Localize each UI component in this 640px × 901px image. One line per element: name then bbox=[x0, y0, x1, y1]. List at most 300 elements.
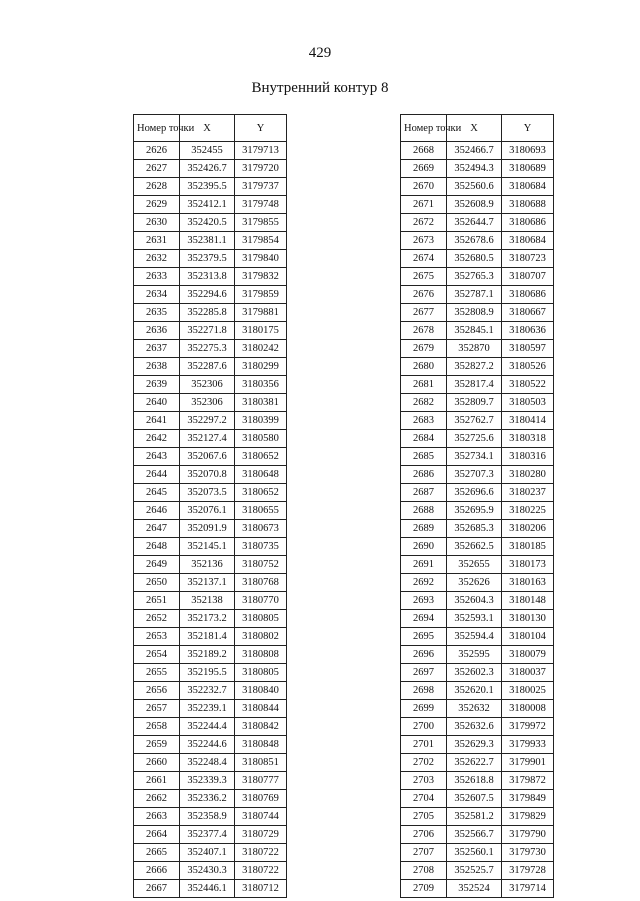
table-row bbox=[401, 340, 554, 358]
y-coordinate-cell: 3179840 bbox=[235, 250, 287, 268]
y-coordinate-cell: 3180580 bbox=[235, 430, 287, 448]
point-number-cell: 2630 bbox=[134, 214, 180, 232]
y-coordinate-cell: 3180175 bbox=[235, 322, 287, 340]
table-row bbox=[134, 844, 287, 862]
point-number-cell: 2667 bbox=[134, 880, 180, 898]
x-coordinate-cell: 352655 bbox=[447, 556, 502, 574]
point-number-cell: 2655 bbox=[134, 664, 180, 682]
point-number-cell: 2664 bbox=[134, 826, 180, 844]
y-coordinate-cell: 3180318 bbox=[502, 430, 554, 448]
y-coordinate-cell: 3180299 bbox=[235, 358, 287, 376]
y-coordinate-cell: 3180707 bbox=[502, 268, 554, 286]
x-coordinate-cell: 352358.9 bbox=[180, 808, 235, 826]
y-coordinate-cell: 3180597 bbox=[502, 340, 554, 358]
y-coordinate-cell: 3179972 bbox=[502, 718, 554, 736]
x-coordinate-cell: 352566.7 bbox=[447, 826, 502, 844]
table-row bbox=[134, 556, 287, 574]
x-coordinate-cell: 352377.4 bbox=[180, 826, 235, 844]
table-row bbox=[401, 718, 554, 736]
y-coordinate-cell: 3180848 bbox=[235, 736, 287, 754]
y-coordinate-cell: 3180503 bbox=[502, 394, 554, 412]
x-coordinate-cell: 352285.8 bbox=[180, 304, 235, 322]
point-number-cell: 2661 bbox=[134, 772, 180, 790]
point-number-cell: 2634 bbox=[134, 286, 180, 304]
y-coordinate-cell: 3180744 bbox=[235, 808, 287, 826]
point-number-cell: 2672 bbox=[401, 214, 447, 232]
point-number-cell: 2673 bbox=[401, 232, 447, 250]
table-header-row bbox=[134, 115, 287, 142]
point-number-cell: 2670 bbox=[401, 178, 447, 196]
table-row bbox=[134, 214, 287, 232]
table-row bbox=[401, 610, 554, 628]
x-coordinate-cell: 352339.3 bbox=[180, 772, 235, 790]
table-row bbox=[134, 700, 287, 718]
y-coordinate-cell: 3180655 bbox=[235, 502, 287, 520]
point-number-cell: 2676 bbox=[401, 286, 447, 304]
point-number-cell: 2652 bbox=[134, 610, 180, 628]
y-coordinate-cell: 3180316 bbox=[502, 448, 554, 466]
table-body-left bbox=[134, 142, 287, 898]
table-row bbox=[401, 556, 554, 574]
table-row bbox=[401, 304, 554, 322]
point-number-cell: 2693 bbox=[401, 592, 447, 610]
point-number-cell: 2702 bbox=[401, 754, 447, 772]
point-number-cell: 2696 bbox=[401, 646, 447, 664]
point-number-cell: 2662 bbox=[134, 790, 180, 808]
y-coordinate-cell: 3180735 bbox=[235, 538, 287, 556]
point-number-cell: 2647 bbox=[134, 520, 180, 538]
table-row bbox=[401, 754, 554, 772]
point-number-cell: 2649 bbox=[134, 556, 180, 574]
point-number-cell: 2684 bbox=[401, 430, 447, 448]
x-coordinate-cell: 352287.6 bbox=[180, 358, 235, 376]
y-coordinate-cell: 3179859 bbox=[235, 286, 287, 304]
point-number-cell: 2648 bbox=[134, 538, 180, 556]
y-coordinate-cell: 3180130 bbox=[502, 610, 554, 628]
point-number-cell: 2660 bbox=[134, 754, 180, 772]
x-coordinate-cell: 352622.7 bbox=[447, 754, 502, 772]
table-row bbox=[134, 232, 287, 250]
x-coordinate-cell: 352297.2 bbox=[180, 412, 235, 430]
x-coordinate-cell: 352395.5 bbox=[180, 178, 235, 196]
point-number-cell: 2663 bbox=[134, 808, 180, 826]
table-row bbox=[401, 628, 554, 646]
column-header-point-number: Номер точки bbox=[134, 115, 180, 142]
point-number-cell: 2705 bbox=[401, 808, 447, 826]
x-coordinate-cell: 352524 bbox=[447, 880, 502, 898]
point-number-cell: 2632 bbox=[134, 250, 180, 268]
table-row bbox=[134, 394, 287, 412]
x-coordinate-cell: 352626 bbox=[447, 574, 502, 592]
table-row bbox=[401, 502, 554, 520]
point-number-cell: 2671 bbox=[401, 196, 447, 214]
x-coordinate-cell: 352696.6 bbox=[447, 484, 502, 502]
y-coordinate-cell: 3180648 bbox=[235, 466, 287, 484]
table-row bbox=[134, 340, 287, 358]
table-row bbox=[401, 430, 554, 448]
x-coordinate-cell: 352412.1 bbox=[180, 196, 235, 214]
x-coordinate-cell: 352189.2 bbox=[180, 646, 235, 664]
y-coordinate-cell: 3179901 bbox=[502, 754, 554, 772]
x-coordinate-cell: 352662.5 bbox=[447, 538, 502, 556]
coordinates-table-right bbox=[400, 114, 554, 898]
table-row bbox=[134, 448, 287, 466]
y-coordinate-cell: 3180652 bbox=[235, 484, 287, 502]
x-coordinate-cell: 352725.6 bbox=[447, 430, 502, 448]
x-coordinate-cell: 352762.7 bbox=[447, 412, 502, 430]
point-number-cell: 2627 bbox=[134, 160, 180, 178]
column-header-y: Y bbox=[235, 115, 287, 142]
y-coordinate-cell: 3179872 bbox=[502, 772, 554, 790]
y-coordinate-cell: 3180722 bbox=[235, 862, 287, 880]
y-coordinate-cell: 3180769 bbox=[235, 790, 287, 808]
table-row bbox=[134, 196, 287, 214]
table-row bbox=[134, 538, 287, 556]
x-coordinate-cell: 352618.8 bbox=[447, 772, 502, 790]
y-coordinate-cell: 3179720 bbox=[235, 160, 287, 178]
x-coordinate-cell: 352306 bbox=[180, 376, 235, 394]
y-coordinate-cell: 3180723 bbox=[502, 250, 554, 268]
y-coordinate-cell: 3180808 bbox=[235, 646, 287, 664]
point-number-cell: 2645 bbox=[134, 484, 180, 502]
point-number-cell: 2666 bbox=[134, 862, 180, 880]
y-coordinate-cell: 3180242 bbox=[235, 340, 287, 358]
table-row bbox=[134, 286, 287, 304]
point-number-cell: 2679 bbox=[401, 340, 447, 358]
x-coordinate-cell: 352787.1 bbox=[447, 286, 502, 304]
table-row bbox=[134, 808, 287, 826]
table-row bbox=[401, 574, 554, 592]
y-coordinate-cell: 3180104 bbox=[502, 628, 554, 646]
x-coordinate-cell: 352560.1 bbox=[447, 844, 502, 862]
y-coordinate-cell: 3180752 bbox=[235, 556, 287, 574]
y-coordinate-cell: 3180037 bbox=[502, 664, 554, 682]
y-coordinate-cell: 3179713 bbox=[235, 142, 287, 160]
point-number-cell: 2633 bbox=[134, 268, 180, 286]
point-number-cell: 2703 bbox=[401, 772, 447, 790]
point-number-cell: 2658 bbox=[134, 718, 180, 736]
point-number-cell: 2631 bbox=[134, 232, 180, 250]
table-row bbox=[134, 610, 287, 628]
point-number-cell: 2656 bbox=[134, 682, 180, 700]
point-number-cell: 2692 bbox=[401, 574, 447, 592]
point-number-cell: 2639 bbox=[134, 376, 180, 394]
point-number-cell: 2706 bbox=[401, 826, 447, 844]
table-row bbox=[134, 322, 287, 340]
point-number-cell: 2668 bbox=[401, 142, 447, 160]
point-number-cell: 2653 bbox=[134, 628, 180, 646]
table-header-row bbox=[401, 115, 554, 142]
table-row bbox=[401, 790, 554, 808]
point-number-cell: 2699 bbox=[401, 700, 447, 718]
y-coordinate-cell: 3180722 bbox=[235, 844, 287, 862]
x-coordinate-cell: 352248.4 bbox=[180, 754, 235, 772]
table-row bbox=[401, 826, 554, 844]
x-coordinate-cell: 352173.2 bbox=[180, 610, 235, 628]
x-coordinate-cell: 352091.9 bbox=[180, 520, 235, 538]
x-coordinate-cell: 352181.4 bbox=[180, 628, 235, 646]
table-row bbox=[134, 592, 287, 610]
y-coordinate-cell: 3180802 bbox=[235, 628, 287, 646]
point-number-cell: 2643 bbox=[134, 448, 180, 466]
table-row bbox=[401, 376, 554, 394]
table-row bbox=[134, 754, 287, 772]
x-coordinate-cell: 352608.9 bbox=[447, 196, 502, 214]
table-row bbox=[134, 520, 287, 538]
y-coordinate-cell: 3180667 bbox=[502, 304, 554, 322]
x-coordinate-cell: 352136 bbox=[180, 556, 235, 574]
x-coordinate-cell: 352870 bbox=[447, 340, 502, 358]
point-number-cell: 2686 bbox=[401, 466, 447, 484]
x-coordinate-cell: 352466.7 bbox=[447, 142, 502, 160]
x-coordinate-cell: 352560.6 bbox=[447, 178, 502, 196]
table-row bbox=[134, 718, 287, 736]
y-coordinate-cell: 3180008 bbox=[502, 700, 554, 718]
point-number-cell: 2694 bbox=[401, 610, 447, 628]
column-header-x: X bbox=[447, 115, 502, 142]
point-number-cell: 2709 bbox=[401, 880, 447, 898]
x-coordinate-cell: 352734.1 bbox=[447, 448, 502, 466]
table-row bbox=[134, 826, 287, 844]
x-coordinate-cell: 352381.1 bbox=[180, 232, 235, 250]
y-coordinate-cell: 3180399 bbox=[235, 412, 287, 430]
x-coordinate-cell: 352817.4 bbox=[447, 376, 502, 394]
x-coordinate-cell: 352145.1 bbox=[180, 538, 235, 556]
x-coordinate-cell: 352632.6 bbox=[447, 718, 502, 736]
table-row bbox=[401, 682, 554, 700]
x-coordinate-cell: 352678.6 bbox=[447, 232, 502, 250]
y-coordinate-cell: 3180206 bbox=[502, 520, 554, 538]
y-coordinate-cell: 3180673 bbox=[235, 520, 287, 538]
y-coordinate-cell: 3180686 bbox=[502, 286, 554, 304]
table-row bbox=[134, 862, 287, 880]
point-number-cell: 2637 bbox=[134, 340, 180, 358]
y-coordinate-cell: 3179829 bbox=[502, 808, 554, 826]
y-coordinate-cell: 3180522 bbox=[502, 376, 554, 394]
point-number-cell: 2688 bbox=[401, 502, 447, 520]
point-number-cell: 2638 bbox=[134, 358, 180, 376]
x-coordinate-cell: 352620.1 bbox=[447, 682, 502, 700]
point-number-cell: 2700 bbox=[401, 718, 447, 736]
table-row bbox=[134, 574, 287, 592]
table-row bbox=[401, 358, 554, 376]
x-coordinate-cell: 352076.1 bbox=[180, 502, 235, 520]
y-coordinate-cell: 3179730 bbox=[502, 844, 554, 862]
x-coordinate-cell: 352195.5 bbox=[180, 664, 235, 682]
table-row bbox=[401, 466, 554, 484]
y-coordinate-cell: 3180689 bbox=[502, 160, 554, 178]
y-coordinate-cell: 3179855 bbox=[235, 214, 287, 232]
table-row bbox=[134, 268, 287, 286]
x-coordinate-cell: 352313.8 bbox=[180, 268, 235, 286]
point-number-cell: 2628 bbox=[134, 178, 180, 196]
y-coordinate-cell: 3179832 bbox=[235, 268, 287, 286]
x-coordinate-cell: 352336.2 bbox=[180, 790, 235, 808]
table-row bbox=[134, 376, 287, 394]
x-coordinate-cell: 352632 bbox=[447, 700, 502, 718]
table-row bbox=[401, 772, 554, 790]
y-coordinate-cell: 3180851 bbox=[235, 754, 287, 772]
table-row bbox=[401, 178, 554, 196]
y-coordinate-cell: 3180688 bbox=[502, 196, 554, 214]
table-row bbox=[134, 160, 287, 178]
x-coordinate-cell: 352594.4 bbox=[447, 628, 502, 646]
x-coordinate-cell: 352232.7 bbox=[180, 682, 235, 700]
point-number-cell: 2644 bbox=[134, 466, 180, 484]
y-coordinate-cell: 3180636 bbox=[502, 322, 554, 340]
table-row bbox=[401, 664, 554, 682]
point-number-cell: 2682 bbox=[401, 394, 447, 412]
table-row bbox=[401, 844, 554, 862]
table-row bbox=[401, 394, 554, 412]
x-coordinate-cell: 352707.3 bbox=[447, 466, 502, 484]
y-coordinate-cell: 3179728 bbox=[502, 862, 554, 880]
point-number-cell: 2646 bbox=[134, 502, 180, 520]
table-row bbox=[134, 430, 287, 448]
point-number-cell: 2680 bbox=[401, 358, 447, 376]
table-row bbox=[401, 268, 554, 286]
point-number-cell: 2677 bbox=[401, 304, 447, 322]
y-coordinate-cell: 3179854 bbox=[235, 232, 287, 250]
table-row bbox=[401, 286, 554, 304]
x-coordinate-cell: 352275.3 bbox=[180, 340, 235, 358]
table-row bbox=[134, 466, 287, 484]
point-number-cell: 2704 bbox=[401, 790, 447, 808]
x-coordinate-cell: 352602.3 bbox=[447, 664, 502, 682]
column-header-x: X bbox=[180, 115, 235, 142]
y-coordinate-cell: 3180777 bbox=[235, 772, 287, 790]
x-coordinate-cell: 352239.1 bbox=[180, 700, 235, 718]
point-number-cell: 2635 bbox=[134, 304, 180, 322]
x-coordinate-cell: 352067.6 bbox=[180, 448, 235, 466]
x-coordinate-cell: 352426.7 bbox=[180, 160, 235, 178]
y-coordinate-cell: 3179933 bbox=[502, 736, 554, 754]
x-coordinate-cell: 352607.5 bbox=[447, 790, 502, 808]
point-number-cell: 2681 bbox=[401, 376, 447, 394]
x-coordinate-cell: 352629.3 bbox=[447, 736, 502, 754]
point-number-cell: 2654 bbox=[134, 646, 180, 664]
table-row bbox=[401, 196, 554, 214]
table-row bbox=[401, 160, 554, 178]
y-coordinate-cell: 3180805 bbox=[235, 664, 287, 682]
table-row bbox=[401, 808, 554, 826]
x-coordinate-cell: 352306 bbox=[180, 394, 235, 412]
x-coordinate-cell: 352127.4 bbox=[180, 430, 235, 448]
x-coordinate-cell: 352455 bbox=[180, 142, 235, 160]
point-number-cell: 2669 bbox=[401, 160, 447, 178]
y-coordinate-cell: 3180768 bbox=[235, 574, 287, 592]
table-row bbox=[401, 484, 554, 502]
table-row bbox=[134, 736, 287, 754]
table-row bbox=[401, 538, 554, 556]
table-row bbox=[134, 178, 287, 196]
table-row bbox=[401, 880, 554, 898]
table-body-right bbox=[401, 142, 554, 898]
y-coordinate-cell: 3179849 bbox=[502, 790, 554, 808]
y-coordinate-cell: 3180356 bbox=[235, 376, 287, 394]
table-row bbox=[401, 862, 554, 880]
x-coordinate-cell: 352595 bbox=[447, 646, 502, 664]
point-number-cell: 2629 bbox=[134, 196, 180, 214]
page-title: Внутренний контур 8 bbox=[251, 80, 389, 96]
table-row bbox=[401, 322, 554, 340]
table-row bbox=[134, 412, 287, 430]
point-number-cell: 2708 bbox=[401, 862, 447, 880]
x-coordinate-cell: 352244.4 bbox=[180, 718, 235, 736]
table-row bbox=[134, 502, 287, 520]
x-coordinate-cell: 352845.1 bbox=[447, 322, 502, 340]
point-number-cell: 2640 bbox=[134, 394, 180, 412]
point-number-cell: 2626 bbox=[134, 142, 180, 160]
x-coordinate-cell: 352294.6 bbox=[180, 286, 235, 304]
table-row bbox=[401, 646, 554, 664]
y-coordinate-cell: 3180526 bbox=[502, 358, 554, 376]
table-row bbox=[134, 250, 287, 268]
x-coordinate-cell: 352446.1 bbox=[180, 880, 235, 898]
x-coordinate-cell: 352685.3 bbox=[447, 520, 502, 538]
x-coordinate-cell: 352581.2 bbox=[447, 808, 502, 826]
point-number-cell: 2651 bbox=[134, 592, 180, 610]
x-coordinate-cell: 352073.5 bbox=[180, 484, 235, 502]
table-row bbox=[401, 700, 554, 718]
y-coordinate-cell: 3179790 bbox=[502, 826, 554, 844]
page-number: 429 bbox=[308, 45, 332, 61]
point-number-cell: 2675 bbox=[401, 268, 447, 286]
y-coordinate-cell: 3180842 bbox=[235, 718, 287, 736]
table-row bbox=[401, 214, 554, 232]
table-row bbox=[134, 646, 287, 664]
x-coordinate-cell: 352420.5 bbox=[180, 214, 235, 232]
table-row bbox=[401, 448, 554, 466]
x-coordinate-cell: 352271.8 bbox=[180, 322, 235, 340]
y-coordinate-cell: 3180079 bbox=[502, 646, 554, 664]
table-row bbox=[134, 664, 287, 682]
point-number-cell: 2641 bbox=[134, 412, 180, 430]
y-coordinate-cell: 3179714 bbox=[502, 880, 554, 898]
table-row bbox=[134, 628, 287, 646]
table-row bbox=[134, 772, 287, 790]
x-coordinate-cell: 352137.1 bbox=[180, 574, 235, 592]
y-coordinate-cell: 3180148 bbox=[502, 592, 554, 610]
table-row bbox=[134, 484, 287, 502]
point-number-cell: 2690 bbox=[401, 538, 447, 556]
y-coordinate-cell: 3180770 bbox=[235, 592, 287, 610]
y-coordinate-cell: 3180280 bbox=[502, 466, 554, 484]
y-coordinate-cell: 3180381 bbox=[235, 394, 287, 412]
y-coordinate-cell: 3180693 bbox=[502, 142, 554, 160]
y-coordinate-cell: 3180684 bbox=[502, 178, 554, 196]
y-coordinate-cell: 3180414 bbox=[502, 412, 554, 430]
y-coordinate-cell: 3180844 bbox=[235, 700, 287, 718]
point-number-cell: 2674 bbox=[401, 250, 447, 268]
point-number-cell: 2659 bbox=[134, 736, 180, 754]
y-coordinate-cell: 3180805 bbox=[235, 610, 287, 628]
table-row bbox=[134, 142, 287, 160]
y-coordinate-cell: 3179748 bbox=[235, 196, 287, 214]
point-number-cell: 2636 bbox=[134, 322, 180, 340]
table-row bbox=[401, 520, 554, 538]
y-coordinate-cell: 3179737 bbox=[235, 178, 287, 196]
y-coordinate-cell: 3180173 bbox=[502, 556, 554, 574]
x-coordinate-cell: 352407.1 bbox=[180, 844, 235, 862]
point-number-cell: 2691 bbox=[401, 556, 447, 574]
x-coordinate-cell: 352430.3 bbox=[180, 862, 235, 880]
x-coordinate-cell: 352525.7 bbox=[447, 862, 502, 880]
y-coordinate-cell: 3180025 bbox=[502, 682, 554, 700]
y-coordinate-cell: 3180163 bbox=[502, 574, 554, 592]
coordinates-table-left bbox=[133, 114, 287, 898]
column-header-point-number: Номер точки bbox=[401, 115, 447, 142]
